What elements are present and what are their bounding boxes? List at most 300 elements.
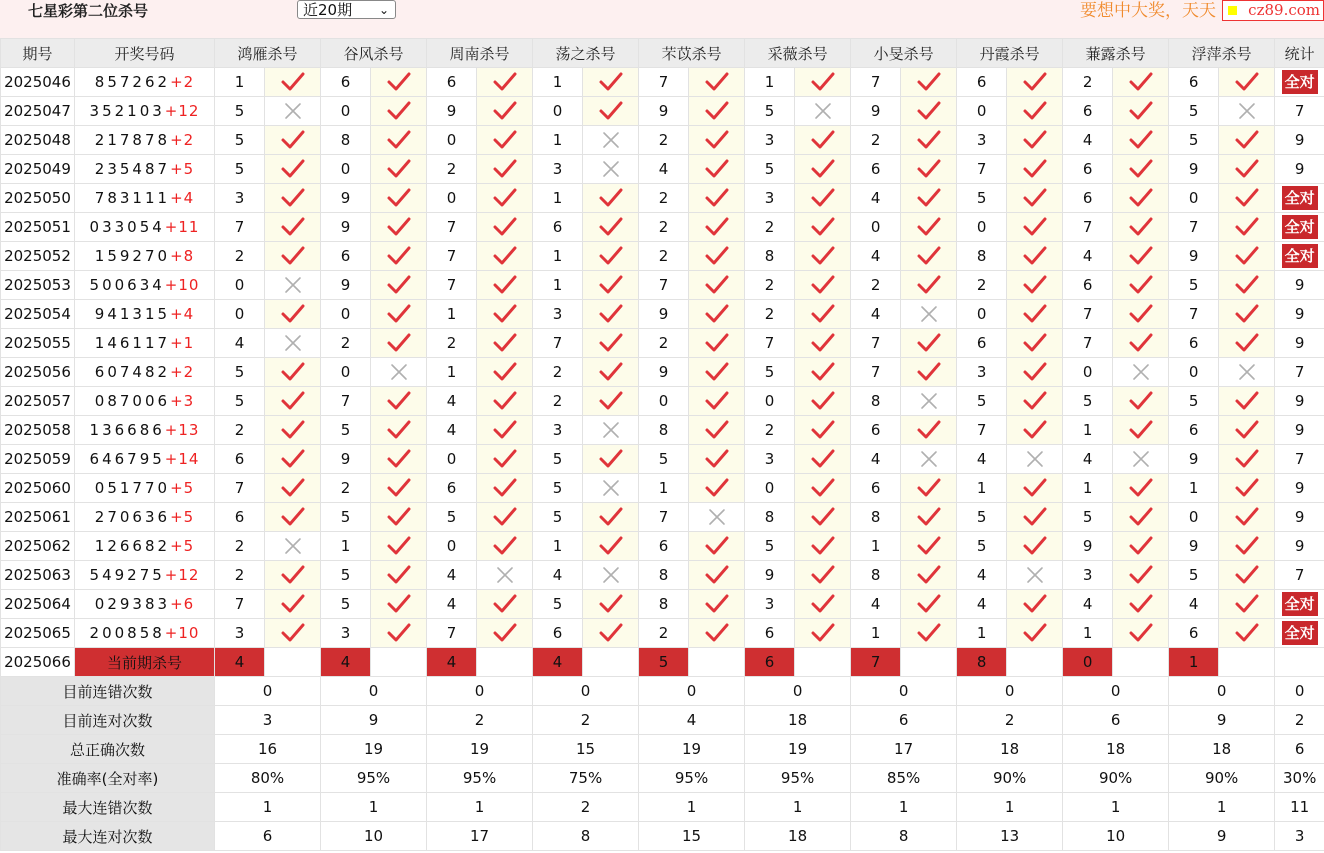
cross-icon — [1025, 449, 1045, 469]
chevron-down-icon: ⌄ — [378, 3, 389, 17]
result-wrong — [1113, 358, 1169, 387]
stat-value: 15 — [533, 735, 639, 764]
result-correct — [901, 97, 957, 126]
draw-number-cell — [75, 329, 215, 358]
kill-number-cell: 7 — [1063, 300, 1113, 329]
result-correct — [795, 503, 851, 532]
result-correct — [265, 619, 321, 648]
result-correct — [371, 329, 427, 358]
stat-value: 6 — [851, 706, 957, 735]
all-correct-badge: 全对 — [1282, 186, 1318, 210]
kill-number-cell: 4 — [533, 561, 583, 590]
check-icon — [1234, 477, 1260, 499]
table-header-row — [1, 39, 1324, 68]
stat-value: 16 — [215, 735, 321, 764]
stat-value: 1 — [1169, 793, 1275, 822]
result-correct — [265, 503, 321, 532]
result-correct — [1113, 97, 1169, 126]
check-icon — [1128, 506, 1154, 528]
kill-number-cell: 2 — [639, 184, 689, 213]
result-wrong — [1007, 561, 1063, 590]
draw-special: +2 — [170, 131, 195, 149]
kill-number-cell: 9 — [1169, 532, 1219, 561]
kill-number-cell: 5 — [745, 532, 795, 561]
all-correct-badge: 全对 — [1282, 70, 1318, 94]
check-icon — [1022, 71, 1048, 93]
check-icon — [1128, 158, 1154, 180]
result-correct — [477, 590, 533, 619]
check-icon — [492, 129, 518, 151]
check-icon — [704, 129, 730, 151]
result-correct — [583, 97, 639, 126]
check-icon — [810, 535, 836, 557]
draw-digits: 549275 — [89, 566, 165, 584]
kill-number-cell: 4 — [1063, 242, 1113, 271]
result-correct — [901, 474, 957, 503]
kill-number-cell: 9 — [1169, 155, 1219, 184]
result-correct — [689, 242, 745, 271]
check-icon — [386, 100, 412, 122]
result-correct — [477, 68, 533, 97]
result-correct — [689, 590, 745, 619]
check-icon — [598, 245, 624, 267]
kill-number-cell: 9 — [639, 300, 689, 329]
kill-number-cell: 0 — [321, 155, 371, 184]
result-correct — [265, 358, 321, 387]
draw-number-cell — [75, 155, 215, 184]
cross-icon — [283, 333, 303, 353]
result-correct — [901, 329, 957, 358]
draw-special: +12 — [164, 102, 200, 120]
kill-number-cell: 5 — [533, 474, 583, 503]
kill-number-cell: 4 — [1063, 445, 1113, 474]
kill-number-cell: 5 — [215, 126, 265, 155]
draw-number-cell — [75, 68, 215, 97]
kill-number-cell: 9 — [321, 184, 371, 213]
stat-value: 0 — [533, 677, 639, 706]
kill-number-cell: 4 — [639, 155, 689, 184]
kill-number-cell: 7 — [851, 329, 901, 358]
check-icon — [598, 332, 624, 354]
result-correct — [901, 503, 957, 532]
result-correct — [1113, 561, 1169, 590]
result-correct — [901, 271, 957, 300]
kill-number-cell: 7 — [427, 619, 477, 648]
stat-cell — [1275, 213, 1324, 242]
check-icon — [810, 419, 836, 441]
result-correct — [1113, 126, 1169, 155]
kill-number-cell: 0 — [957, 300, 1007, 329]
period-cell: 2025057 — [1, 387, 75, 416]
check-icon — [704, 216, 730, 238]
kill-number-cell: 4 — [851, 242, 901, 271]
kill-number-cell: 6 — [1169, 619, 1219, 648]
check-icon — [386, 274, 412, 296]
check-icon — [1128, 332, 1154, 354]
kill-number-cell: 2 — [957, 271, 1007, 300]
result-correct — [371, 184, 427, 213]
check-icon — [598, 361, 624, 383]
result-correct — [477, 155, 533, 184]
draw-number-cell — [75, 213, 215, 242]
draw-number-cell — [75, 619, 215, 648]
result-correct — [689, 213, 745, 242]
draw-digits: 126682 — [94, 537, 171, 555]
result-correct — [901, 126, 957, 155]
kill-number-cell: 5 — [1169, 561, 1219, 590]
kill-number-cell: 2 — [533, 387, 583, 416]
check-icon — [810, 303, 836, 325]
result-correct — [795, 416, 851, 445]
stat-value: 8 — [851, 822, 957, 851]
check-icon — [598, 216, 624, 238]
result-correct — [265, 68, 321, 97]
kill-number-cell: 4 — [1169, 590, 1219, 619]
stat-cell — [1275, 184, 1324, 213]
period-cell: 2025053 — [1, 271, 75, 300]
result-correct — [795, 358, 851, 387]
check-icon — [1234, 129, 1260, 151]
cross-icon — [283, 275, 303, 295]
current-kill-spacer — [477, 648, 533, 677]
site-logo[interactable] — [1222, 0, 1324, 21]
kill-number-cell: 8 — [639, 416, 689, 445]
stat-value: 2 — [957, 706, 1063, 735]
stat-total: 30% — [1275, 764, 1324, 793]
result-correct — [1113, 300, 1169, 329]
result-correct — [1007, 329, 1063, 358]
kill-number-cell: 9 — [427, 97, 477, 126]
stat-total: 0 — [1275, 677, 1324, 706]
kill-number-cell: 6 — [427, 474, 477, 503]
draw-digits: 146117 — [94, 334, 171, 352]
kill-number-cell: 6 — [1063, 97, 1113, 126]
draw-special: +5 — [170, 508, 195, 526]
result-correct — [371, 474, 427, 503]
result-correct — [371, 590, 427, 619]
check-icon — [1022, 593, 1048, 615]
stat-value: 19 — [427, 735, 533, 764]
kill-number-cell: 4 — [427, 387, 477, 416]
stat-value: 3 — [215, 706, 321, 735]
result-correct — [795, 474, 851, 503]
kill-number-cell: 9 — [321, 271, 371, 300]
kill-number-cell: 0 — [321, 358, 371, 387]
check-icon — [492, 216, 518, 238]
kill-number-cell: 9 — [745, 561, 795, 590]
result-correct — [265, 474, 321, 503]
stat-cell: 9 — [1275, 155, 1324, 184]
stat-value: 9 — [1169, 706, 1275, 735]
kill-number-cell: 7 — [427, 271, 477, 300]
check-icon — [916, 245, 942, 267]
draw-number-cell — [75, 126, 215, 155]
check-icon — [492, 187, 518, 209]
result-correct — [1007, 503, 1063, 532]
check-icon — [492, 593, 518, 615]
kill-number-cell: 6 — [957, 329, 1007, 358]
check-icon — [386, 187, 412, 209]
kill-number-cell: 1 — [533, 126, 583, 155]
result-correct — [371, 619, 427, 648]
kill-number-cell: 6 — [745, 619, 795, 648]
kill-number-cell: 2 — [427, 155, 477, 184]
check-icon — [916, 274, 942, 296]
column-header: 开奖号码 — [75, 39, 215, 68]
check-icon — [386, 245, 412, 267]
result-correct — [689, 68, 745, 97]
result-wrong — [265, 329, 321, 358]
draw-number-cell — [75, 271, 215, 300]
result-correct — [795, 271, 851, 300]
result-wrong — [583, 155, 639, 184]
period-select[interactable] — [297, 0, 396, 19]
stat-value: 75% — [533, 764, 639, 793]
check-icon — [1022, 187, 1048, 209]
check-icon — [704, 274, 730, 296]
kill-number-cell: 3 — [957, 358, 1007, 387]
result-correct — [901, 358, 957, 387]
check-icon — [386, 477, 412, 499]
kill-number-cell: 7 — [851, 68, 901, 97]
kill-number-cell: 5 — [427, 503, 477, 532]
result-correct — [371, 445, 427, 474]
check-icon — [492, 477, 518, 499]
check-icon — [280, 187, 306, 209]
check-icon — [704, 564, 730, 586]
check-icon — [810, 361, 836, 383]
table-row — [1, 213, 1324, 242]
result-wrong — [795, 97, 851, 126]
kill-number-cell: 5 — [321, 503, 371, 532]
column-header: 蒹露杀号 — [1063, 39, 1169, 68]
stat-row — [1, 793, 1324, 822]
check-icon — [1234, 187, 1260, 209]
cross-icon — [1025, 565, 1045, 585]
check-icon — [1128, 100, 1154, 122]
kill-number-cell: 5 — [215, 358, 265, 387]
kill-number-cell: 7 — [745, 329, 795, 358]
result-correct — [477, 271, 533, 300]
cross-icon — [601, 565, 621, 585]
result-correct — [1113, 619, 1169, 648]
check-icon — [492, 622, 518, 644]
stat-cell: 9 — [1275, 503, 1324, 532]
result-correct — [477, 213, 533, 242]
column-header: 芣苡杀号 — [639, 39, 745, 68]
result-correct — [1113, 242, 1169, 271]
stat-row — [1, 706, 1324, 735]
period-cell: 2025061 — [1, 503, 75, 532]
result-correct — [901, 242, 957, 271]
kill-number-cell: 7 — [321, 387, 371, 416]
kill-number-cell: 4 — [851, 300, 901, 329]
result-correct — [1007, 619, 1063, 648]
stat-value: 18 — [745, 706, 851, 735]
result-correct — [795, 619, 851, 648]
check-icon — [386, 622, 412, 644]
check-icon — [1234, 506, 1260, 528]
cross-icon — [919, 449, 939, 469]
result-correct — [371, 532, 427, 561]
result-correct — [1219, 590, 1275, 619]
check-icon — [810, 506, 836, 528]
current-kill-number: 4 — [533, 648, 583, 677]
result-correct — [583, 387, 639, 416]
stat-value: 0 — [321, 677, 427, 706]
check-icon — [704, 419, 730, 441]
kill-number-cell: 5 — [321, 416, 371, 445]
current-kill-spacer — [795, 648, 851, 677]
kill-number-cell: 2 — [321, 329, 371, 358]
result-correct — [583, 184, 639, 213]
stat-value: 1 — [745, 793, 851, 822]
period-cell: 2025052 — [1, 242, 75, 271]
column-header: 周南杀号 — [427, 39, 533, 68]
stat-value: 0 — [745, 677, 851, 706]
check-icon — [1128, 187, 1154, 209]
result-correct — [1219, 387, 1275, 416]
stat-cell — [1275, 590, 1324, 619]
result-wrong — [265, 532, 321, 561]
draw-special: +5 — [170, 537, 195, 555]
table-row — [1, 97, 1324, 126]
check-icon — [810, 129, 836, 151]
kill-number-cell: 8 — [321, 126, 371, 155]
result-correct — [265, 184, 321, 213]
result-correct — [795, 445, 851, 474]
column-header: 浮萍杀号 — [1169, 39, 1275, 68]
draw-digits: 607482 — [94, 363, 171, 381]
kill-number-cell: 1 — [321, 532, 371, 561]
table-row — [1, 358, 1324, 387]
stat-label: 最大连错次数 — [1, 793, 215, 822]
check-icon — [386, 593, 412, 615]
cross-icon — [1237, 362, 1257, 382]
check-icon — [1022, 361, 1048, 383]
period-cell: 2025051 — [1, 213, 75, 242]
result-correct — [795, 126, 851, 155]
kill-number-cell: 9 — [639, 358, 689, 387]
kill-number-cell: 7 — [957, 416, 1007, 445]
kill-number-cell: 6 — [639, 532, 689, 561]
kill-number-cell: 3 — [957, 126, 1007, 155]
current-kill-number: 8 — [957, 648, 1007, 677]
kill-number-cell: 1 — [533, 532, 583, 561]
stat-value: 95% — [321, 764, 427, 793]
kill-number-cell: 7 — [639, 68, 689, 97]
current-kill-number: 1 — [1169, 648, 1219, 677]
kill-number-cell: 7 — [639, 271, 689, 300]
check-icon — [916, 419, 942, 441]
stat-cell: 9 — [1275, 474, 1324, 503]
check-icon — [1128, 274, 1154, 296]
result-correct — [265, 126, 321, 155]
result-correct — [901, 184, 957, 213]
result-correct — [1219, 126, 1275, 155]
stat-value: 1 — [851, 793, 957, 822]
result-wrong — [371, 358, 427, 387]
kill-number-cell: 3 — [533, 155, 583, 184]
result-correct — [477, 416, 533, 445]
stat-value: 10 — [1063, 822, 1169, 851]
stat-value: 0 — [1169, 677, 1275, 706]
stat-value: 85% — [851, 764, 957, 793]
check-icon — [1128, 622, 1154, 644]
kill-number-cell: 4 — [427, 590, 477, 619]
table-row — [1, 329, 1324, 358]
kill-number-cell: 2 — [215, 532, 265, 561]
column-header: 小旻杀号 — [851, 39, 957, 68]
kill-number-cell: 1 — [1063, 416, 1113, 445]
kill-number-cell: 4 — [215, 329, 265, 358]
kill-number-cell: 2 — [639, 213, 689, 242]
cross-icon — [601, 420, 621, 440]
kill-number-cell: 2 — [745, 416, 795, 445]
check-icon — [598, 303, 624, 325]
draw-number-cell — [75, 503, 215, 532]
stat-value: 18 — [1063, 735, 1169, 764]
check-icon — [1234, 448, 1260, 470]
result-correct — [477, 184, 533, 213]
result-correct — [583, 619, 639, 648]
stat-value: 9 — [321, 706, 427, 735]
result-correct — [901, 213, 957, 242]
stat-cell: 9 — [1275, 387, 1324, 416]
kill-number-cell: 7 — [1063, 213, 1113, 242]
kill-number-cell: 1 — [533, 184, 583, 213]
stat-value: 90% — [1063, 764, 1169, 793]
stat-value: 17 — [427, 822, 533, 851]
result-correct — [583, 532, 639, 561]
kill-number-cell: 9 — [321, 213, 371, 242]
check-icon — [1022, 245, 1048, 267]
kill-number-cell: 2 — [215, 242, 265, 271]
stat-row — [1, 822, 1324, 851]
result-correct — [1007, 271, 1063, 300]
kill-number-cell: 0 — [1169, 184, 1219, 213]
result-correct — [583, 213, 639, 242]
kill-number-cell: 5 — [1169, 387, 1219, 416]
current-kill-spacer — [265, 648, 321, 677]
draw-special: +4 — [170, 305, 195, 323]
result-correct — [265, 300, 321, 329]
result-correct — [795, 532, 851, 561]
cross-icon — [601, 478, 621, 498]
result-correct — [371, 416, 427, 445]
kill-number-cell: 6 — [1063, 184, 1113, 213]
result-wrong — [689, 503, 745, 532]
check-icon — [386, 535, 412, 557]
kill-number-cell: 7 — [215, 213, 265, 242]
check-icon — [704, 187, 730, 209]
kill-number-cell: 6 — [1063, 155, 1113, 184]
kill-number-cell: 5 — [1063, 387, 1113, 416]
cross-icon — [495, 565, 515, 585]
kill-number-cell: 7 — [427, 242, 477, 271]
result-correct — [689, 416, 745, 445]
result-correct — [1219, 213, 1275, 242]
result-correct — [1219, 242, 1275, 271]
kill-number-cell: 0 — [427, 445, 477, 474]
result-correct — [901, 561, 957, 590]
check-icon — [1128, 71, 1154, 93]
result-correct — [1007, 474, 1063, 503]
check-icon — [1022, 100, 1048, 122]
period-cell: 2025064 — [1, 590, 75, 619]
check-icon — [916, 100, 942, 122]
kill-number-cell: 7 — [533, 329, 583, 358]
